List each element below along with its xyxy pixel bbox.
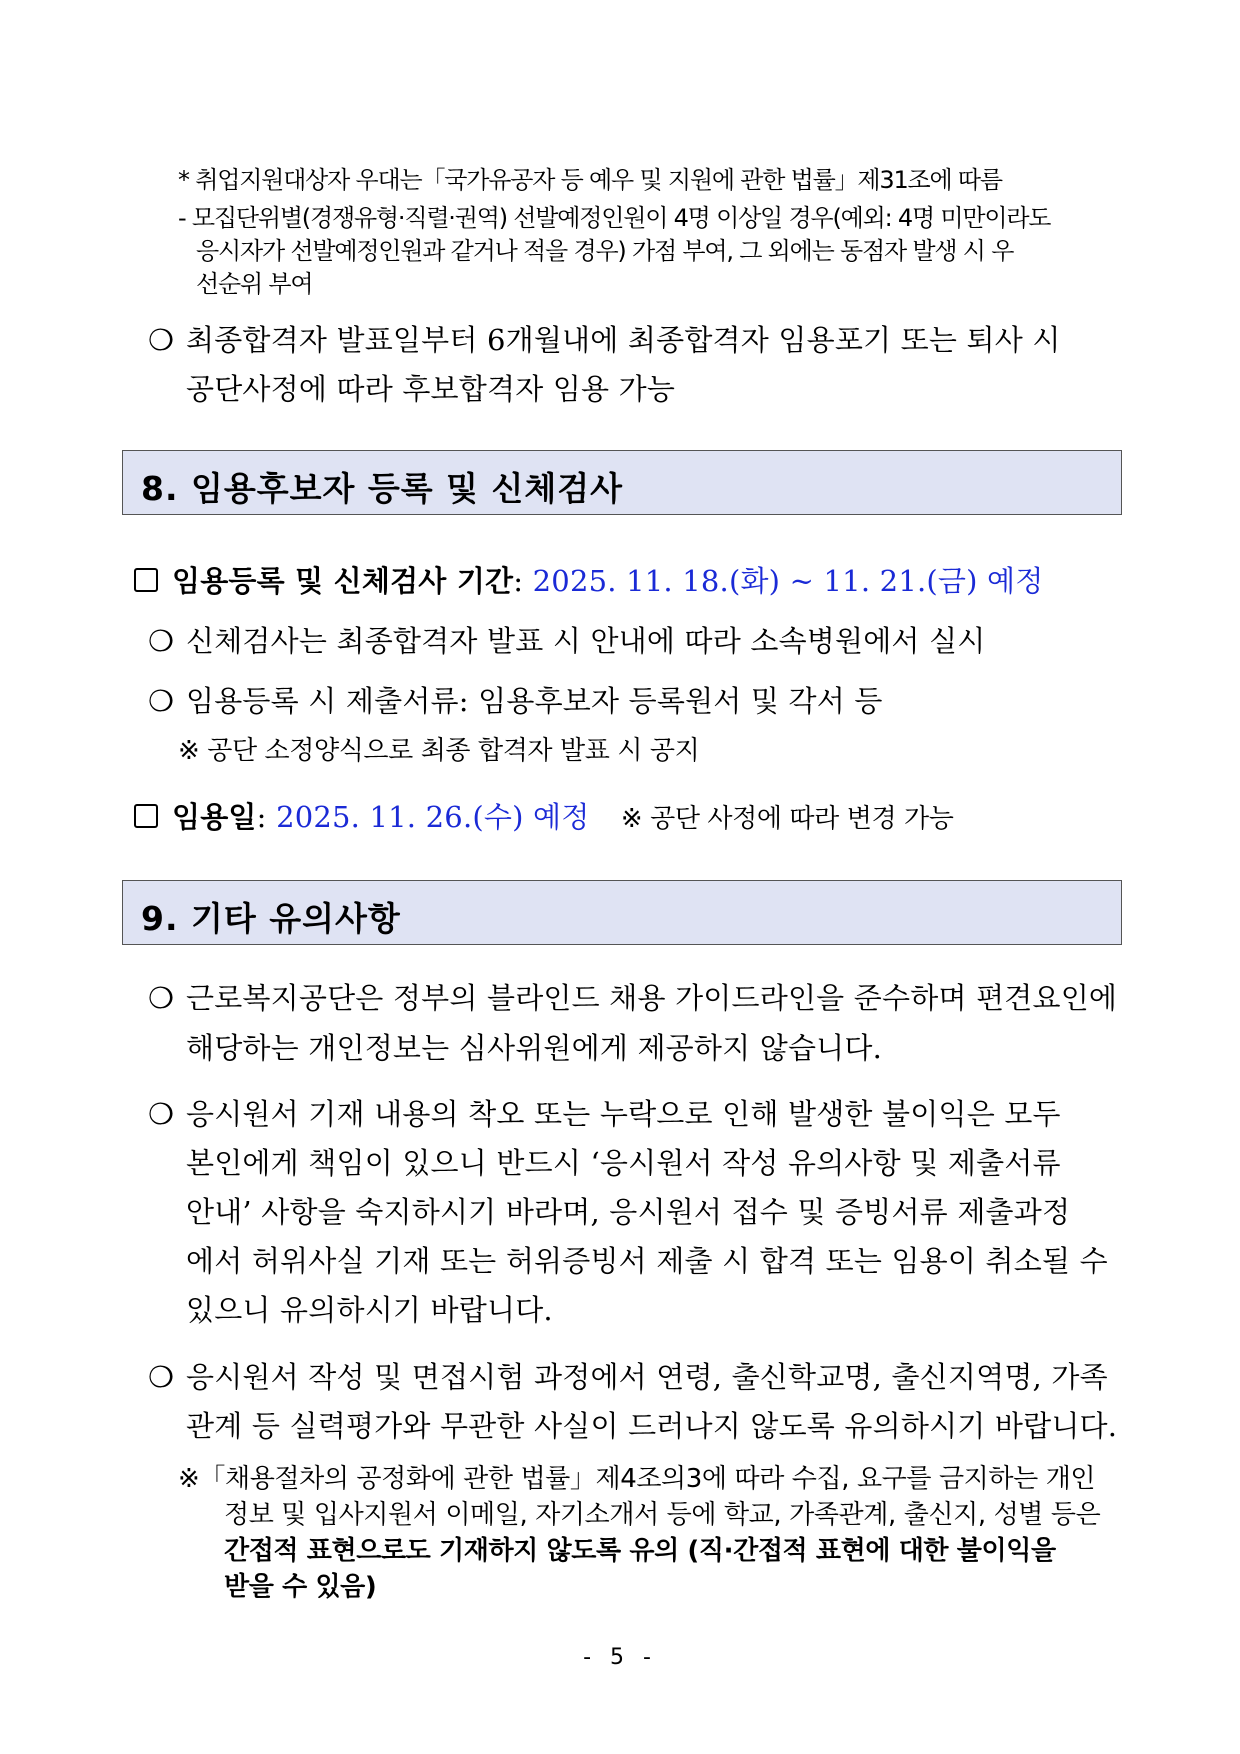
reserve-paragraph-line-1 bbox=[148, 318, 1061, 359]
blind-hiring-line-2: 해당하는 개인정보는 심사위원에게 제공하지 않습니다. bbox=[186, 1031, 883, 1065]
bonus-rule-line-1: - 모집단위별(경쟁유형·직렬·권역) 선발예정인원이 4명 이상일 경우(예외: 4명 미만이라도 bbox=[178, 204, 1051, 232]
application-error-text-1: 응시원서 기재 내용의 착오 또는 누락으로 인해 발생한 불이익은 모두 bbox=[186, 1097, 1061, 1131]
registration-period-value: 2025. 11. 18.(화) ~ 11. 21.(금) 예정 bbox=[532, 564, 1044, 598]
medical-exam-text: 신체검사는 최종합격자 발표 시 안내에 따라 소속병원에서 실시 bbox=[186, 624, 986, 658]
registration-period-line bbox=[134, 559, 1043, 600]
appointment-date-colon: : bbox=[256, 800, 267, 834]
checkbox-square-icon bbox=[134, 568, 158, 592]
reserve-text-1: 최종합격자 발표일부터 6개월내에 최종합격자 임용포기 또는 퇴사 시 bbox=[186, 323, 1061, 357]
application-error-line-5: 있으니 유의하시기 바랍니다. bbox=[186, 1293, 553, 1327]
personal-info-line-2: 관계 등 실력평가와 무관한 사실이 드러나지 않도록 유의하시기 바랍니다. bbox=[186, 1409, 1118, 1443]
circle-bullet-icon: ❍ bbox=[148, 981, 175, 1015]
circle-bullet-icon: ❍ bbox=[148, 624, 175, 658]
legal-note-line-3: 간접적 표현으로도 기재하지 않도록 유의 (직·간접적 표현에 대한 불이익을 bbox=[224, 1536, 1056, 1566]
section-9-title: 9. 기타 유의사항 bbox=[141, 899, 401, 938]
circle-bullet-icon: ❍ bbox=[148, 1097, 175, 1131]
blind-hiring-text-1: 근로복지공단은 정부의 블라인드 채용 가이드라인을 준수하며 편견요인에 bbox=[186, 981, 1118, 1015]
application-error-line-2: 본인에게 책임이 있으니 반드시 ‘응시원서 작성 유의사항 및 제출서류 bbox=[186, 1146, 1061, 1180]
reserve-paragraph-line-2: 공단사정에 따라 후보합격자 임용 가능 bbox=[186, 372, 676, 406]
registration-period-label: 임용등록 및 신체검사 기간 bbox=[172, 564, 514, 598]
medical-exam-item bbox=[148, 619, 986, 660]
appointment-date-line bbox=[134, 795, 953, 836]
appointment-date-note: ※ 공단 사정에 따라 변경 가능 bbox=[620, 804, 954, 834]
legal-note-line-4: 받을 수 있음) bbox=[224, 1572, 377, 1602]
registration-period-colon: : bbox=[513, 564, 524, 598]
bonus-rule-line-2: 응시자가 선발예정인원과 같거나 적을 경우) 가점 부여, 그 외에는 동점자 발생 시 우 bbox=[196, 237, 1014, 265]
circle-bullet-icon: ❍ bbox=[148, 1360, 175, 1394]
personal-info-text-1: 응시원서 작성 및 면접시험 과정에서 연령, 출신학교명, 출신지역명, 가족 bbox=[186, 1360, 1108, 1394]
personal-info-line-1 bbox=[148, 1355, 1108, 1396]
legal-note-line-1: ※「채용절차의 공정화에 관한 법률」제4조의3에 따라 수집, 요구를 금지하는 개인 bbox=[178, 1464, 1096, 1494]
page-number: - 5 - bbox=[583, 1645, 657, 1670]
circle-bullet-icon: ❍ bbox=[148, 684, 175, 718]
appointment-date-label: 임용일 bbox=[172, 800, 257, 834]
circle-bullet-icon: ❍ bbox=[148, 323, 175, 357]
veteran-preference-note: * 취업지원대상자 우대는「국가유공자 등 예우 및 지원에 관한 법률」제31조에 따름 bbox=[178, 166, 1002, 194]
application-error-line-4: 에서 허위사실 기재 또는 허위증빙서 제출 시 합격 또는 임용이 취소될 수 bbox=[186, 1244, 1108, 1278]
appointment-date-value: 2025. 11. 26.(수) 예정 bbox=[276, 800, 590, 834]
section-8-title: 8. 임용후보자 등록 및 신체검사 bbox=[141, 469, 623, 508]
application-error-line-1 bbox=[148, 1092, 1061, 1133]
required-documents-item bbox=[148, 679, 883, 720]
section-9-header bbox=[122, 880, 1122, 945]
blind-hiring-line-1 bbox=[148, 976, 1117, 1017]
legal-note-line-2: 정보 및 입사지원서 이메일, 자기소개서 등에 학교, 가족관계, 출신지, 성별 등은 bbox=[224, 1500, 1101, 1530]
bonus-rule-line-3: 선순위 부여 bbox=[196, 270, 313, 298]
form-notice: ※ 공단 소정양식으로 최종 합격자 발표 시 공지 bbox=[178, 736, 700, 766]
section-8-header bbox=[122, 450, 1122, 515]
checkbox-square-icon bbox=[134, 804, 158, 828]
required-documents-text: 임용등록 시 제출서류: 임용후보자 등록원서 및 각서 등 bbox=[186, 684, 883, 718]
application-error-line-3: 안내’ 사항을 숙지하시기 바라며, 응시원서 접수 및 증빙서류 제출과정 bbox=[186, 1195, 1071, 1229]
